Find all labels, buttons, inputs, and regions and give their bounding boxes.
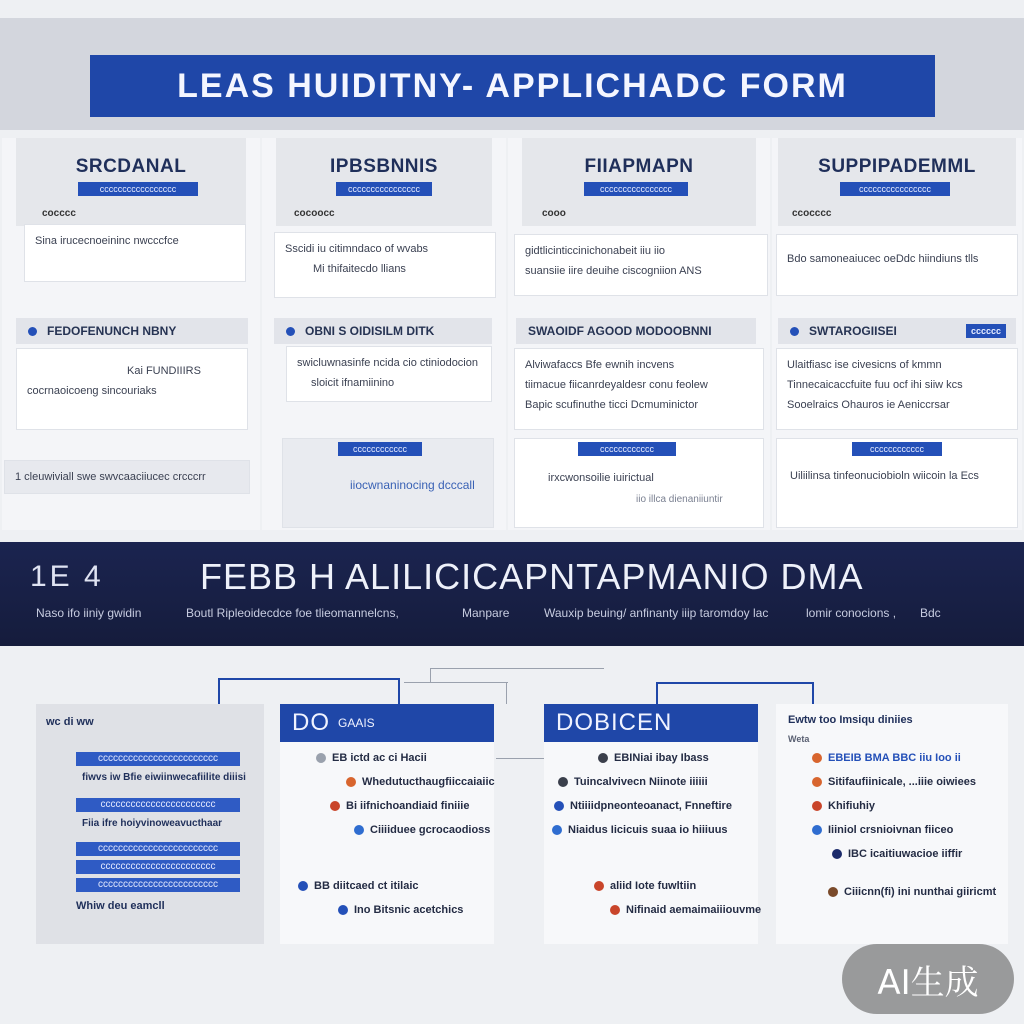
card-text: iio illca dienaniiuntir bbox=[636, 494, 723, 505]
column-header bbox=[522, 138, 756, 226]
list-item[interactable] bbox=[338, 904, 463, 916]
column-tag: cccccccccccccccc bbox=[840, 182, 950, 196]
panel-sublabel: Weta bbox=[788, 734, 810, 744]
column-label: cocoocc bbox=[294, 208, 335, 219]
column-textbox bbox=[776, 348, 1018, 430]
column-header bbox=[16, 138, 246, 226]
connector-line bbox=[656, 682, 814, 684]
column-textbox bbox=[776, 234, 1018, 296]
list-item-label: Khifiuhiy bbox=[828, 800, 876, 812]
panel-header-title: DOBICEN bbox=[556, 709, 673, 736]
text-line: tiimacue fiicanrdeyaldesr conu feolew bbox=[525, 379, 708, 391]
bullet-icon bbox=[338, 905, 348, 915]
bullet-icon bbox=[610, 905, 620, 915]
text-line: Tinnecaicaccfuite fuu ocf ihi siiw kcs bbox=[787, 379, 963, 391]
band-subtitle: lomir conocions , bbox=[806, 606, 897, 620]
list-item[interactable] bbox=[554, 800, 732, 812]
list-item-label: aliid Iote fuwltiin bbox=[610, 880, 697, 892]
text-line: sloicit ifnamiinino bbox=[311, 377, 395, 389]
list-item[interactable] bbox=[812, 752, 961, 764]
column-label: cooo bbox=[542, 208, 566, 219]
list-item[interactable] bbox=[812, 824, 953, 836]
bullet-icon bbox=[316, 753, 326, 763]
list-item-label: EBINiai ibay Ibass bbox=[614, 752, 709, 764]
connector-line bbox=[506, 682, 507, 704]
column-textbox bbox=[514, 234, 768, 296]
bullet-icon bbox=[812, 777, 822, 787]
section-bar[interactable] bbox=[16, 318, 248, 344]
text-line: Ulaitfiasc ise civesicns of kmmn bbox=[787, 359, 942, 371]
list-item[interactable] bbox=[330, 800, 469, 812]
connector-line bbox=[656, 682, 658, 704]
section-bar-label: FEDOFENUNCH NBNY bbox=[47, 324, 177, 338]
text-line: Sscidi iu citimndaco of wvabs bbox=[285, 243, 429, 255]
list-item[interactable] bbox=[594, 880, 696, 892]
bar-tag: cccccc bbox=[966, 324, 1006, 338]
list-item-label: Ciiiiduee gcrocaodioss bbox=[370, 824, 491, 836]
band-subtitle: Naso ifo iiniy gwidin bbox=[36, 606, 142, 620]
text-line: swicluwnasinfe ncida cio ctiniodocion bbox=[297, 357, 478, 369]
list-item-label: Ciiicnn(fi) ini nunthai giiricmt bbox=[844, 886, 997, 898]
panel-do bbox=[280, 704, 494, 944]
list-item-label: Ino Bitsnic acetchics bbox=[354, 904, 464, 916]
list-item[interactable] bbox=[298, 880, 419, 892]
column-title: IPBSBNNIS bbox=[330, 156, 438, 177]
list-item[interactable] bbox=[610, 904, 761, 916]
text-line: Sooelraics Ohauros ie Aeniccrsar bbox=[787, 399, 950, 411]
panel-header-subtitle: GAAIS bbox=[338, 716, 375, 730]
list-item[interactable] bbox=[316, 752, 427, 764]
list-item[interactable] bbox=[832, 848, 962, 860]
section-bar-label: OBNI S OIDISILM DITK bbox=[305, 324, 435, 338]
bullet-icon bbox=[812, 825, 822, 835]
column-title: SUPPIPADEMML bbox=[818, 156, 976, 177]
column-label: ccocccc bbox=[792, 208, 832, 219]
band-subtitle: Manpare bbox=[462, 606, 510, 620]
text-line: Bapic scufinuthe ticci Dcmuminictor bbox=[525, 399, 699, 411]
column-title: SRCDANAL bbox=[75, 156, 187, 177]
connector-line bbox=[218, 678, 400, 680]
list-item-label: EBEIB BMA BBC iiu Ioo ii bbox=[828, 752, 961, 764]
bullet-icon bbox=[598, 753, 608, 763]
section-bar-label: SWTAROGIISEI bbox=[809, 324, 897, 338]
text-line: Kai FUNDIIIRS bbox=[127, 365, 201, 377]
band-subtitle: Bdc bbox=[920, 606, 941, 620]
bullet-icon bbox=[832, 849, 842, 859]
row-caption: Fiia ifre hoiyvinoweavucthaar bbox=[82, 818, 223, 829]
list-item[interactable] bbox=[354, 824, 490, 836]
card-text: iiocwnaninocing dcccall bbox=[350, 478, 475, 492]
list-row[interactable]: cccccccccccccccccccccccc bbox=[76, 878, 240, 892]
list-item[interactable] bbox=[346, 776, 495, 788]
list-item[interactable] bbox=[828, 886, 996, 898]
bullet-icon bbox=[346, 777, 356, 787]
connector-line bbox=[430, 668, 604, 669]
band-number: 1E 4 bbox=[30, 560, 104, 593]
bullet-icon bbox=[594, 881, 604, 891]
list-item-label: BB diitcaed ct itilaic bbox=[314, 880, 419, 892]
column-footer: 1 cleuwiviall swe swvcaaciiucec crcccrr bbox=[4, 460, 250, 494]
bullet-icon bbox=[330, 801, 340, 811]
column-tag: cccccccccccccccc bbox=[584, 182, 688, 196]
panel-header bbox=[280, 704, 494, 742]
bullet-icon bbox=[828, 887, 838, 897]
list-item-label: Sitifaufiinicale, ...iiie oiwiees bbox=[828, 776, 976, 788]
column-textbox bbox=[514, 348, 764, 430]
column-textbox bbox=[24, 224, 246, 282]
column-tag: ccccccccccccccccc bbox=[78, 182, 198, 196]
panel-dobicen bbox=[544, 704, 762, 944]
column-label: cocccc bbox=[42, 208, 76, 219]
list-item[interactable] bbox=[812, 776, 976, 788]
bullet-icon bbox=[286, 327, 295, 336]
bullet-icon bbox=[812, 753, 822, 763]
text-line: Bdo samoneaiucec oeDdc hiindiuns tlls bbox=[787, 253, 979, 265]
list-item-label: Whedutucthaugfiiccaiaiic bbox=[362, 776, 495, 788]
section-bar[interactable] bbox=[516, 318, 756, 344]
list-item-label: Ntiiiidpneonteoanact, Fnneftire bbox=[570, 800, 732, 812]
list-item-label: Niaidus Iicicuis suaa io hiiiuus bbox=[568, 824, 728, 836]
text-line: suansiie iire deuihe ciscogniion ANS bbox=[525, 265, 702, 277]
list-row[interactable]: cccccccccccccccccccccccc bbox=[76, 842, 240, 856]
band-subtitle: Wauxip beuing/ anfinanty iiip taromdoy lac bbox=[544, 606, 769, 620]
connector-line bbox=[430, 668, 431, 682]
list-row[interactable]: cccccccccccccccccccccccc bbox=[76, 752, 240, 766]
list-item-label: Nifinaid aemaimaiiiouvme bbox=[626, 904, 762, 916]
list-item-label: EB ictd ac ci Hacii bbox=[332, 752, 427, 764]
column-textbox bbox=[274, 232, 496, 298]
card-text: Uiliilinsa tinfeonuciobioln wiicoin la Ecs bbox=[790, 470, 979, 482]
list-item-label: Iiiniol crsnioivnan fiiceo bbox=[828, 824, 954, 836]
panel-header bbox=[544, 704, 758, 742]
list-item[interactable] bbox=[558, 776, 708, 788]
column-header bbox=[276, 138, 492, 226]
section-bar-label: SWAOIDF AGOOD MODOOBNNI bbox=[528, 324, 712, 338]
bullet-icon bbox=[28, 327, 37, 336]
column-srcdanal bbox=[2, 138, 260, 530]
connector-line bbox=[218, 678, 220, 704]
connector-line bbox=[404, 682, 508, 683]
panel-label: wc di ww bbox=[46, 716, 94, 728]
column-tag: cccccccccccccccc bbox=[336, 182, 432, 196]
text-line: Alviwafaccs Bfe ewnih incvens bbox=[525, 359, 675, 371]
card-text: irxcwonsoilie iuirictual bbox=[548, 472, 654, 484]
card-tag: cccccccccccc bbox=[852, 442, 942, 456]
panel-footer: Whiw deu eamcll bbox=[76, 900, 165, 912]
list-item-label: Bi iifnichoandiaid finiiie bbox=[346, 800, 470, 812]
text-line: cocrnaoicoeng sincouriaks bbox=[27, 385, 157, 397]
list-item-label: IBC icaitiuwacioe iiffir bbox=[848, 848, 963, 860]
section-bar[interactable] bbox=[778, 318, 1016, 344]
column-title: FIIAPMAPN bbox=[584, 156, 694, 177]
connector-line bbox=[812, 682, 814, 704]
connector-line bbox=[398, 678, 400, 704]
text-line: gidtlicinticcinichonabeit iiu iio bbox=[525, 245, 666, 257]
panel-header-title: DO bbox=[292, 709, 330, 736]
bullet-icon bbox=[812, 801, 822, 811]
card-tag: cccccccccccc bbox=[578, 442, 676, 456]
section-bar[interactable] bbox=[274, 318, 492, 344]
bullet-icon bbox=[298, 881, 308, 891]
column-textbox bbox=[286, 346, 492, 402]
list-item[interactable] bbox=[812, 800, 875, 812]
list-row[interactable]: ccccccccccccccccccccccc bbox=[76, 860, 240, 874]
card-tag: cccccccccccc bbox=[338, 442, 422, 456]
panel-summary bbox=[776, 704, 1008, 944]
band-title: FEBB H ALILICICAPNTAPMANIO DMA bbox=[200, 556, 864, 597]
column-ipbsbnnis bbox=[262, 138, 506, 530]
list-row[interactable]: ccccccccccccccccccccccc bbox=[76, 798, 240, 812]
bullet-icon bbox=[554, 801, 564, 811]
list-item-label: Tuincalvivecn Niinote iiiiii bbox=[574, 776, 708, 788]
list-item[interactable] bbox=[598, 752, 709, 764]
column-textbox bbox=[16, 348, 248, 430]
band-subtitle: Boutl Ripleoidecdce foe tlieomannelcns, bbox=[186, 606, 399, 620]
text-line: Mi thifaitecdo llians bbox=[313, 263, 406, 275]
bullet-icon bbox=[552, 825, 562, 835]
bullet-icon bbox=[354, 825, 364, 835]
text-line: Sina irucecnoeininc nwcccfce bbox=[35, 235, 179, 247]
row-caption: fiwvs iw Bfie eiwiinwecafiilite diiisi bbox=[82, 772, 246, 783]
bullet-icon bbox=[558, 777, 568, 787]
panel-list bbox=[36, 704, 264, 944]
column-suppipademml bbox=[772, 138, 1022, 530]
list-item[interactable] bbox=[552, 824, 728, 836]
ai-generated-badge: AI生成 bbox=[842, 944, 1014, 1014]
panel-label: Ewtw too Imsiqu diniies bbox=[788, 714, 913, 726]
column-header bbox=[778, 138, 1016, 226]
connector-line bbox=[496, 758, 548, 759]
bullet-icon bbox=[790, 327, 799, 336]
page-title: LEAS HUIDITNY- APPLICHADC FORM bbox=[90, 55, 935, 117]
column-fiiapmapn bbox=[508, 138, 770, 530]
